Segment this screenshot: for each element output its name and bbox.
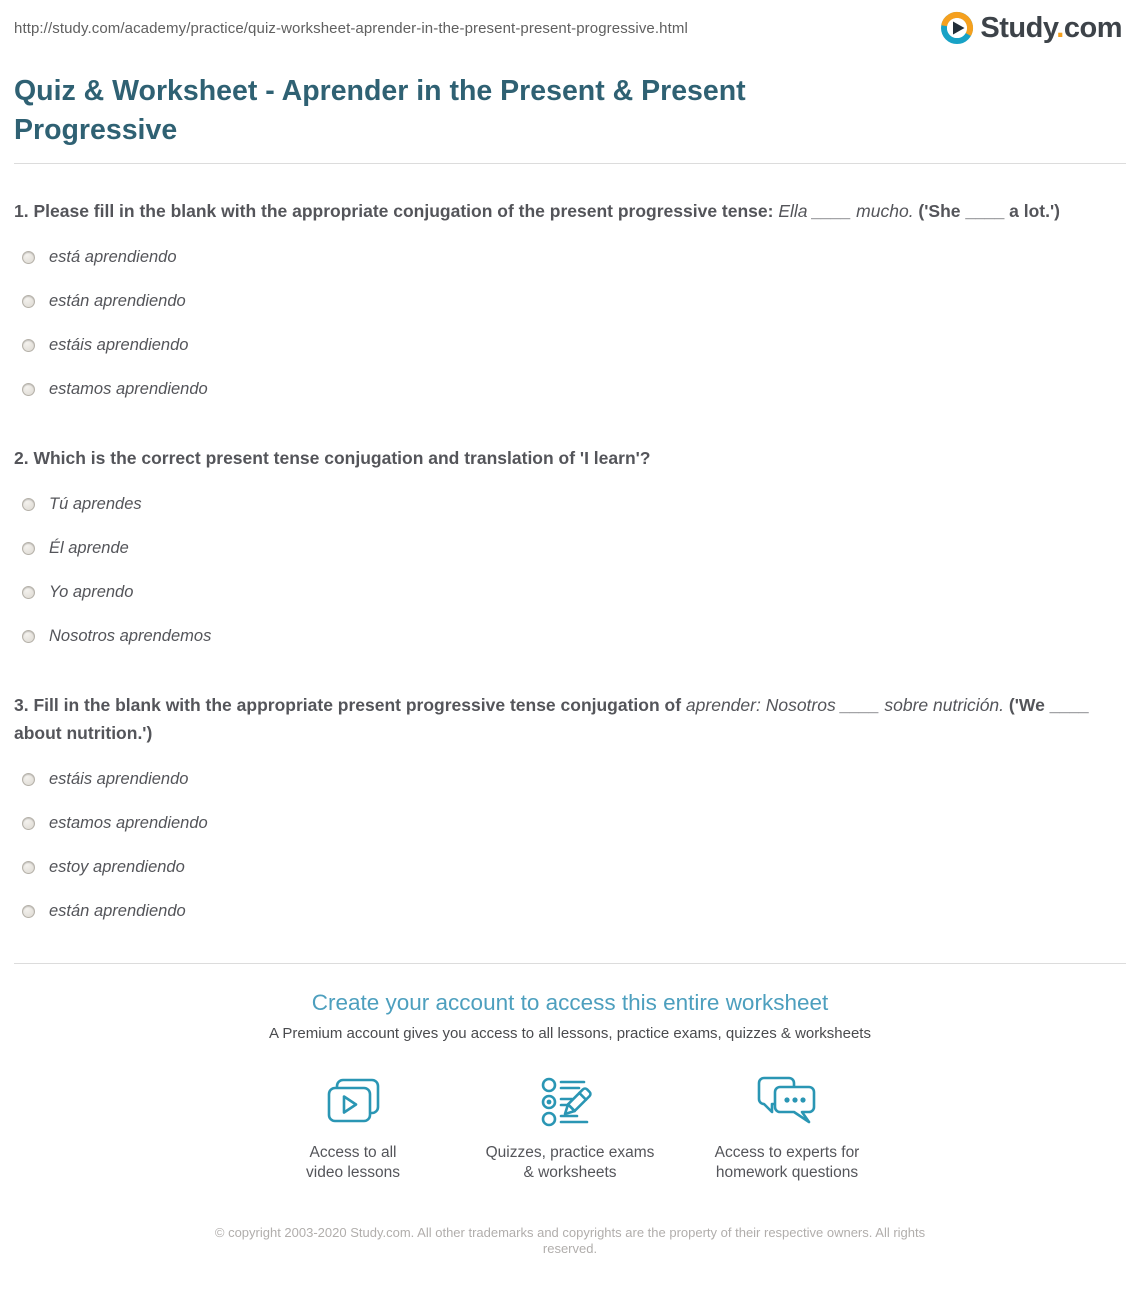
answer-option[interactable]: [14, 757, 1126, 801]
option-label: está aprendiendo: [49, 247, 177, 266]
radio-button[interactable]: [22, 861, 35, 874]
logo-wordmark: [980, 12, 1122, 45]
question-spanish-phrase: aprender: Nosotros ____ sobre nutrición.: [685, 695, 1009, 715]
question-3-options: [14, 757, 1126, 933]
cta-heading: Create your account to access this entire worksheet: [311, 990, 829, 1015]
option-label: están aprendiendo: [49, 901, 186, 920]
studycom-logo[interactable]: [940, 11, 1122, 45]
feature-label: Quizzes, practice exams & worksheets: [485, 1144, 655, 1181]
radio-button[interactable]: [22, 630, 35, 643]
answer-option[interactable]: [14, 526, 1126, 570]
question-spanish-phrase: Ella ____ mucho.: [778, 201, 919, 221]
option-label: estáis aprendiendo: [49, 335, 189, 354]
answer-option[interactable]: [14, 235, 1126, 279]
radio-button[interactable]: [22, 905, 35, 918]
copyright-text: © copyright 2003-2020 Study.com. All other trademarks and copyrights are the property of their respective owners. All rights reserved.: [214, 1225, 926, 1256]
answer-option[interactable]: [14, 482, 1126, 526]
question-2-text: [14, 444, 1126, 472]
question-intro: 3. Fill in the blank with the appropriate present progressive tense conjugation of: [14, 695, 686, 715]
cta-subheading: A Premium account gives you access to all lessons, practice exams, quizzes & worksheets: [269, 1025, 871, 1042]
option-label: están aprendiendo: [49, 291, 186, 310]
answer-option[interactable]: [14, 845, 1126, 889]
feature-quizzes-worksheets: [462, 1072, 679, 1183]
experts-chat-icon: [679, 1072, 896, 1132]
option-label: Él aprende: [49, 538, 129, 557]
question-intro: 1. Please fill in the blank with the appropriate conjugation of the present progressive tense:: [14, 201, 779, 221]
feature-label: Access to experts for homework questions: [714, 1144, 860, 1181]
question-1-options: [14, 235, 1126, 411]
question-1-text: [14, 197, 1126, 225]
option-label: Tú aprendes: [49, 494, 142, 513]
logo-dot: .: [1056, 11, 1064, 44]
feature-video-lessons: [245, 1072, 462, 1183]
radio-button[interactable]: [22, 295, 35, 308]
option-label: estoy aprendiendo: [49, 857, 185, 876]
option-label: estáis aprendiendo: [49, 769, 189, 788]
logo-study: Study: [980, 11, 1057, 44]
video-lessons-icon: [245, 1072, 462, 1132]
question-2: [14, 444, 1126, 658]
radio-button[interactable]: [22, 773, 35, 786]
answer-option[interactable]: [14, 614, 1126, 658]
answer-option[interactable]: [14, 889, 1126, 933]
question-translation: ('We ____ about nutrition.'): [14, 695, 1089, 743]
features-row: [14, 1072, 1126, 1183]
radio-button[interactable]: [22, 542, 35, 555]
answer-option[interactable]: [14, 801, 1126, 845]
quizzes-worksheets-icon: [462, 1072, 679, 1132]
question-3: [14, 691, 1126, 933]
play-logo-icon: [940, 11, 974, 45]
question-intro: 2. Which is the correct present tense conjugation and translation of 'I learn'?: [14, 448, 651, 468]
question-1: [14, 197, 1126, 411]
option-label: estamos aprendiendo: [49, 813, 208, 832]
radio-button[interactable]: [22, 339, 35, 352]
answer-option[interactable]: [14, 323, 1126, 367]
cta-section: [14, 990, 1126, 1183]
title-divider: [14, 163, 1126, 164]
top-bar: [0, 0, 1140, 48]
radio-button[interactable]: [22, 383, 35, 396]
cta-divider: [14, 963, 1126, 964]
logo-com: com: [1063, 11, 1122, 44]
feature-label: Access to all video lessons: [306, 1144, 400, 1181]
question-3-text: [14, 691, 1126, 747]
radio-button[interactable]: [22, 498, 35, 511]
answer-option[interactable]: [14, 570, 1126, 614]
radio-button[interactable]: [22, 251, 35, 264]
answer-option[interactable]: [14, 367, 1126, 411]
page-url: http://study.com/academy/practice/quiz-worksheet-aprender-in-the-present-present-progressive.html: [14, 19, 688, 37]
question-2-options: [14, 482, 1126, 658]
answer-option[interactable]: [14, 279, 1126, 323]
radio-button[interactable]: [22, 817, 35, 830]
question-translation: ('She ____ a lot.'): [918, 201, 1060, 221]
option-label: estamos aprendiendo: [49, 379, 208, 398]
feature-experts-chat: [679, 1072, 896, 1183]
option-label: Nosotros aprendemos: [49, 626, 212, 645]
radio-button[interactable]: [22, 586, 35, 599]
page-title: Quiz & Worksheet - Aprender in the Present & Present Progressive: [14, 75, 746, 146]
option-label: Yo aprendo: [49, 582, 134, 601]
